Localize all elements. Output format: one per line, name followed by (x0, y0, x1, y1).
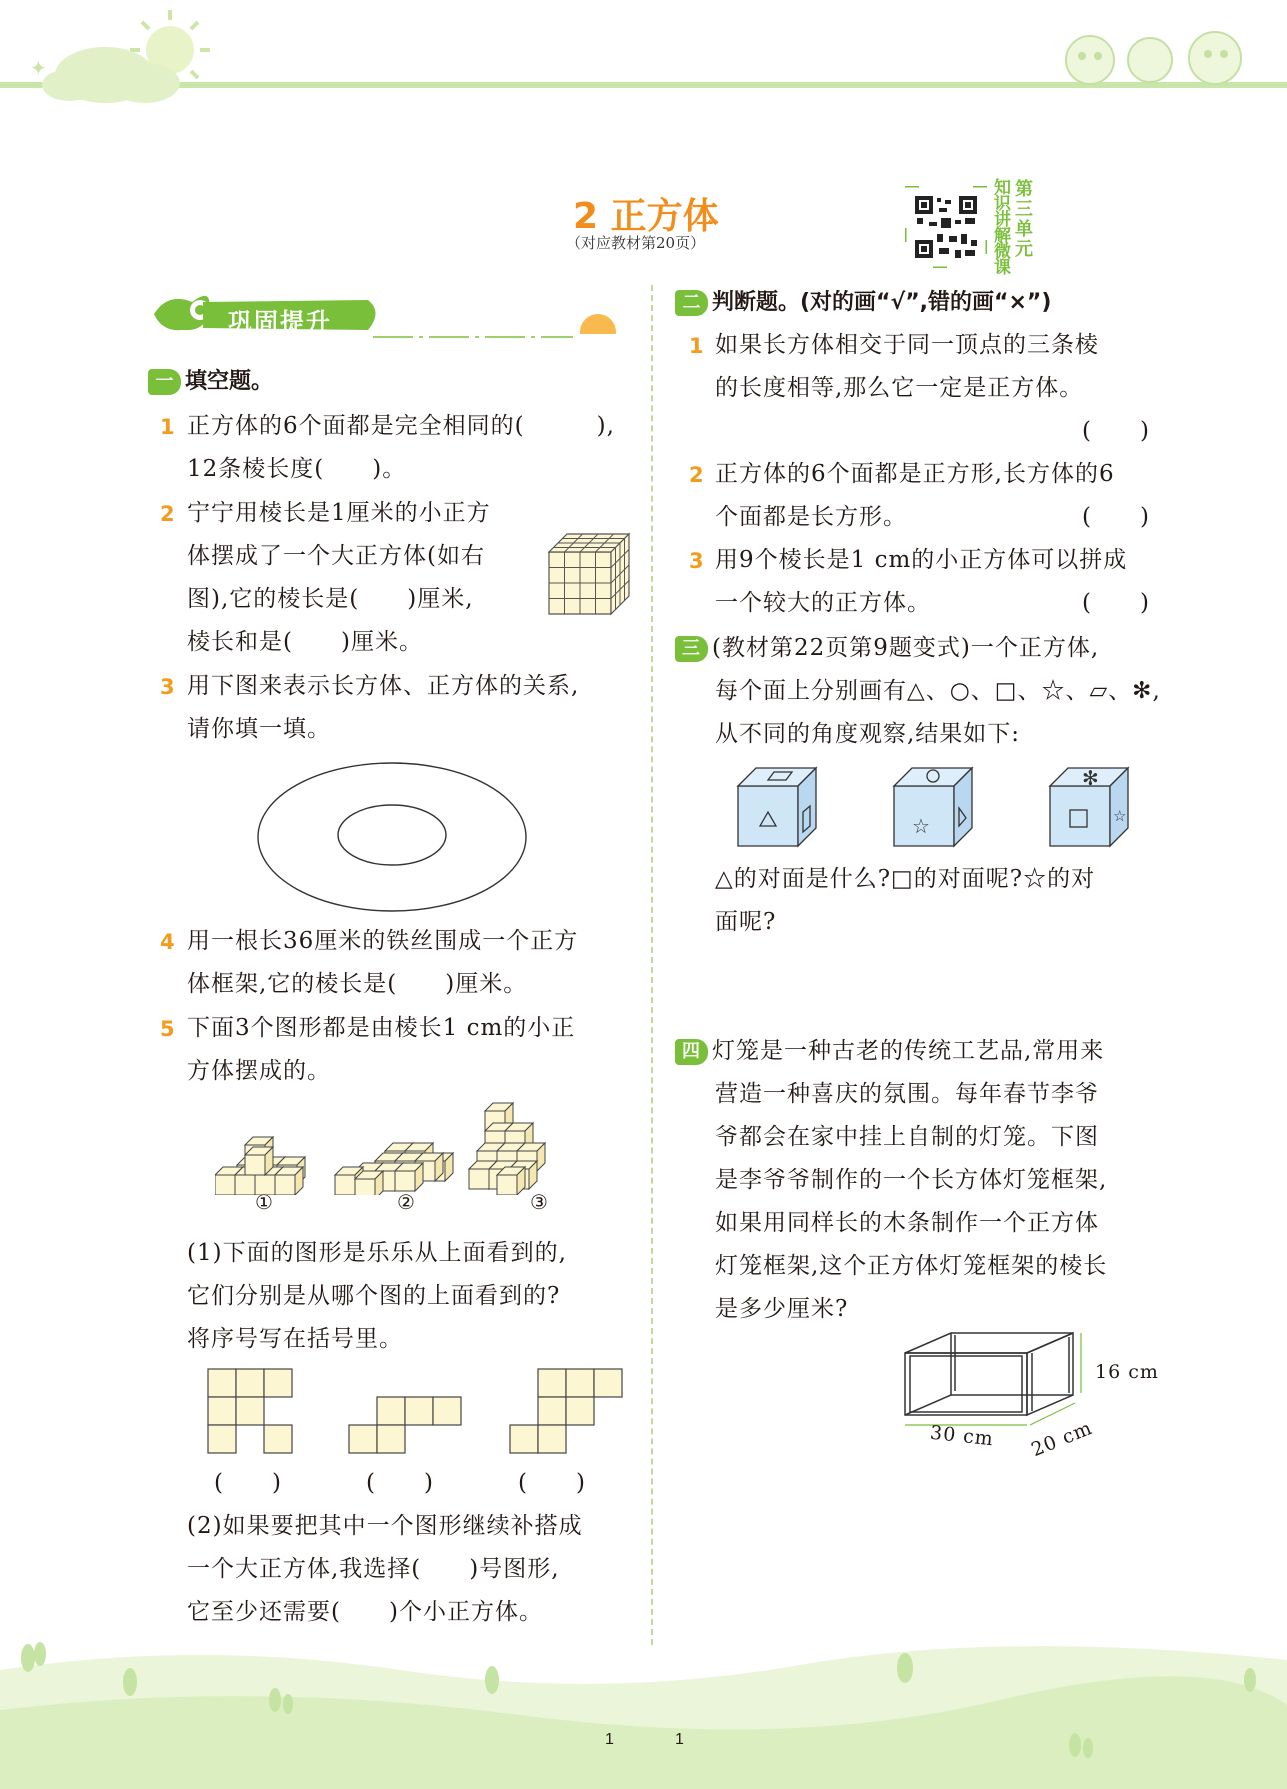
q5-part2-line1: (2)如果要把其中一个图形继续补搭成 (187, 1513, 583, 1539)
unit-caption: 第三单元 (1015, 179, 1033, 260)
cube-figure-2 (335, 1143, 453, 1195)
q2-number: 2 (160, 502, 175, 526)
q3-line1: 用下图来表示长方体、正方体的关系, (187, 673, 580, 699)
q2-line4: 棱长和是( )厘米。 (187, 629, 423, 655)
top-view-bracket-1[interactable]: ( ) (214, 1470, 282, 1496)
top-views-figures (205, 1366, 635, 1456)
q4-line2: 体框架,它的棱长是( )厘米。 (187, 971, 528, 997)
lantern-height-label: 16 cm (1095, 1361, 1159, 1383)
q5-line2: 方体摆成的。 (187, 1058, 331, 1084)
page-subtitle: （对应教材第20页） (566, 234, 706, 252)
section-3-badge: 三 (675, 636, 708, 662)
page-title: 2 正方体 (573, 196, 719, 237)
judge-q3-bracket[interactable]: ( ) (1082, 590, 1150, 616)
relationship-ellipse-diagram (255, 760, 530, 915)
q5-line1: 下面3个图形都是由棱长1 cm的小正 (187, 1015, 576, 1041)
judge-q3-line2: 一个较大的正方体。 (715, 590, 931, 616)
section-4-line4: 是李爷爷制作的一个长方体灯笼框架, (715, 1167, 1108, 1193)
dice-views-figure (730, 760, 1150, 860)
section-3-line1 (675, 627, 1099, 670)
cube-figure-label-3: ③ (530, 1190, 549, 1214)
q5-part1-line2: 它们分别是从哪个图的上面看到的? (187, 1283, 561, 1309)
top-view-bracket-2[interactable]: ( ) (366, 1470, 434, 1496)
svg-text:✦: ✦ (30, 56, 47, 80)
q5-number: 5 (160, 1017, 175, 1041)
cube-figure-label-2: ② (397, 1190, 416, 1214)
judge-q2-line1: 正方体的6个面都是正方形,长方体的6 (715, 461, 1115, 487)
svg-text:✻: ✻ (1082, 766, 1099, 790)
q3-number: 3 (160, 675, 175, 699)
q4-number: 4 (160, 930, 175, 954)
qr-caption: 知识讲解微课 (994, 178, 1011, 278)
cube-stacks-figures (215, 1095, 615, 1195)
section-3-question-line2: 面呢? (715, 909, 777, 935)
q5-part2-line2: 一个大正方体,我选择( )号图形, (187, 1556, 560, 1582)
qr-code[interactable] (905, 186, 987, 268)
q2-line3: 图),它的棱长是( )厘米, (187, 586, 474, 612)
section-3-text1: (教材第22页第9题变式)一个正方体, (712, 635, 1100, 661)
sun-cloud-decor (20, 5, 210, 110)
animal-decor (1060, 18, 1260, 88)
judge-q1-bracket[interactable]: ( ) (1082, 418, 1150, 444)
section-2-heading (675, 285, 1051, 316)
svg-text:☆: ☆ (912, 814, 930, 838)
section-4-line6: 灯笼框架,这个正方体灯笼框架的棱长 (715, 1253, 1108, 1279)
section-1-badge: 一 (148, 369, 181, 395)
judge-q2-number: 2 (689, 463, 704, 487)
section-3-line2: 每个面上分别画有△、○、□、☆、▱、✻, (715, 678, 1161, 704)
page-number-left: 1 (605, 1731, 614, 1748)
q5-part1-line3: 将序号写在括号里。 (187, 1326, 403, 1352)
lantern-frame-figure (895, 1325, 1095, 1440)
section-4-line2: 营造一种喜庆的氛围。每年春节李爷 (715, 1081, 1099, 1107)
section-4-line3: 爷都会在家中挂上自制的灯笼。下图 (715, 1124, 1099, 1150)
top-view-bracket-3[interactable]: ( ) (518, 1470, 586, 1496)
section-4-line7: 是多少厘米? (715, 1296, 849, 1322)
section-4-line5: 如果用同样长的木条制作一个正方体 (715, 1210, 1099, 1236)
banner-label: 巩固提升 (228, 308, 332, 336)
bottom-landscape-decor (0, 1630, 1287, 1789)
judge-q1-line1: 如果长方体相交于同一顶点的三条棱 (715, 332, 1099, 358)
cube-figure-3 (469, 1103, 545, 1195)
section-4-line1 (675, 1030, 1104, 1073)
q1-line2: 12条棱长度( )。 (187, 456, 407, 482)
section-2-badge: 二 (675, 290, 708, 316)
column-divider (651, 285, 653, 1645)
q2-line1: 宁宁用棱长是1厘米的小正方 (187, 500, 491, 526)
q5-part2-line3: 它至少还需要( )个小正方体。 (187, 1599, 543, 1625)
section-4-badge: 四 (675, 1039, 708, 1065)
svg-text:☆: ☆ (1113, 807, 1127, 825)
section-3-question-line1: △的对面是什么?□的对面呢?☆的对 (715, 866, 1096, 892)
cube-figure-1 (215, 1137, 305, 1195)
section-2-title: 判断题。(对的画“√”,错的画“×”) (712, 290, 1052, 315)
q4-line1: 用一根长36厘米的铁丝围成一个正方 (187, 928, 579, 954)
q5-part1-line1: (1)下面的图形是乐乐从上面看到的, (187, 1240, 567, 1266)
banner-decor (148, 282, 628, 352)
q1-number: 1 (160, 415, 175, 439)
cube-figure-label-1: ① (255, 1190, 274, 1214)
q2-line2: 体摆成了一个大正方体(如右 (187, 543, 485, 569)
judge-q3-line1: 用9个棱长是1 cm的小正方体可以拼成 (715, 547, 1128, 573)
section-1-heading (148, 364, 273, 395)
big-cube-figure (545, 530, 635, 620)
q3-line2: 请你填一填。 (187, 716, 331, 742)
judge-q1-line2: 的长度相等,那么它一定是正方体。 (715, 375, 1084, 401)
page-number-right: 1 (675, 1731, 684, 1748)
section-4-text1: 灯笼是一种古老的传统工艺品,常用来 (712, 1038, 1105, 1064)
section-3-line3: 从不同的角度观察,结果如下: (715, 721, 1021, 747)
judge-q2-line2: 个面都是长方形。 (715, 504, 907, 530)
judge-q1-number: 1 (689, 334, 704, 358)
lantern-width-label: 20 cm (1028, 1416, 1096, 1462)
judge-q3-number: 3 (689, 549, 704, 573)
judge-q2-bracket[interactable]: ( ) (1082, 504, 1150, 530)
section-1-title: 填空题。 (185, 369, 274, 394)
lantern-length-label: 30 cm (929, 1421, 995, 1451)
q1-line1: 正方体的6个面都是完全相同的( ), (187, 413, 615, 439)
